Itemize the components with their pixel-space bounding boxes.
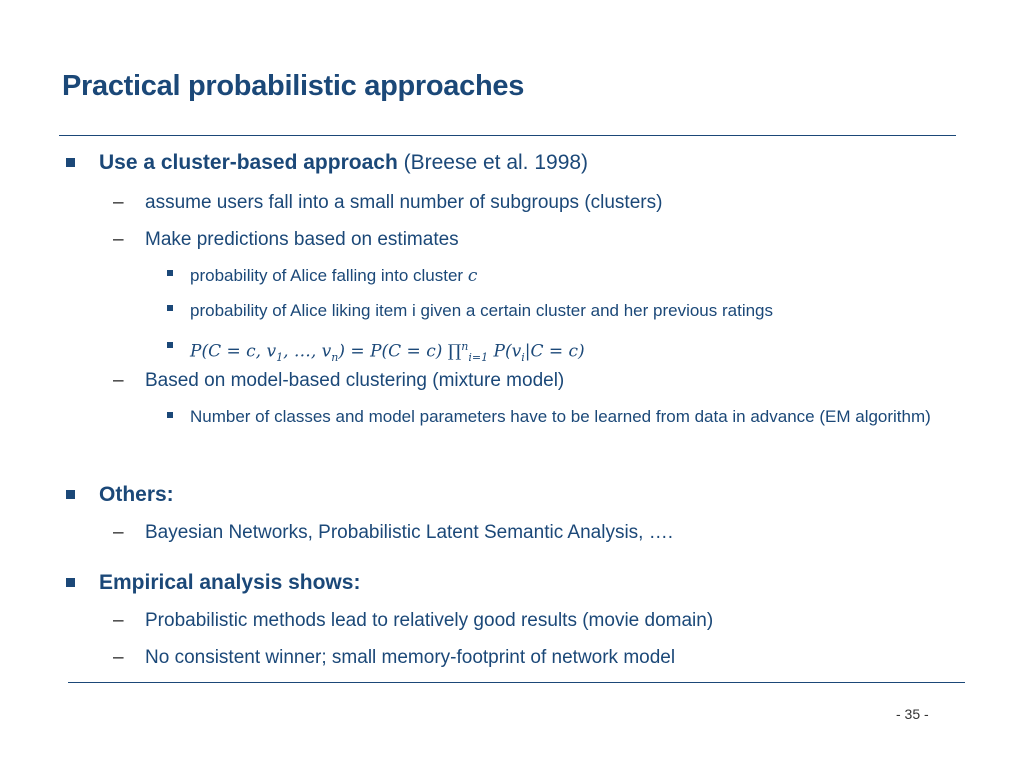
list-item: Bayesian Networks, Probabilistic Latent Semantic Analysis, …. bbox=[145, 522, 674, 543]
bullet-square-icon bbox=[66, 158, 75, 167]
list-subitem: Number of classes and model parameters have to be learned from data in advance (EM algorithm) bbox=[190, 407, 931, 426]
page-number: - 35 - bbox=[896, 706, 929, 722]
list-item: Based on model-based clustering (mixture model) bbox=[145, 370, 565, 391]
title-divider bbox=[59, 135, 956, 136]
bullet-square-icon bbox=[167, 342, 173, 348]
section-others-heading: Others: bbox=[99, 483, 174, 506]
footer-divider bbox=[68, 682, 965, 683]
list-subitem: probability of Alice falling into cluster c bbox=[190, 266, 478, 286]
slide-title: Practical probabilistic approaches bbox=[62, 70, 525, 102]
dash-bullet: – bbox=[113, 647, 124, 668]
dash-bullet: – bbox=[113, 610, 124, 631]
dash-bullet: – bbox=[113, 370, 124, 391]
dash-bullet: – bbox=[113, 192, 124, 213]
dash-bullet: – bbox=[113, 522, 124, 543]
section-cluster-heading bbox=[99, 151, 588, 175]
cluster-variable: c bbox=[467, 266, 478, 286]
bullet-square-icon bbox=[167, 305, 173, 311]
list-subitem: probability of Alice liking item i given a certain cluster and her previous ratings bbox=[190, 301, 774, 320]
bullet-square-icon bbox=[66, 578, 75, 587]
list-item: assume users fall into a small number of subgroups (clusters) bbox=[145, 192, 663, 213]
list-item: Probabilistic methods lead to relatively good results (movie domain) bbox=[145, 610, 714, 631]
bullet-square-icon bbox=[167, 412, 173, 418]
probability-formula: P(C = c, $v_1$, …, $v_n) = P(C = c)$ ∏$^n_{i=1}$ $P(v_i|C = c)$ bbox=[190, 340, 585, 365]
bullet-square-icon bbox=[66, 490, 75, 499]
section-empirical-heading: Empirical analysis shows: bbox=[99, 571, 361, 594]
section-heading-citation: (Breese et al. 1998) bbox=[397, 151, 589, 174]
list-item: No consistent winner; small memory-footprint of network model bbox=[145, 647, 676, 668]
section-heading-bold: Use a cluster-based approach bbox=[99, 151, 398, 174]
list-item: Make predictions based on estimates bbox=[145, 229, 459, 250]
dash-bullet: – bbox=[113, 229, 124, 250]
bullet-square-icon bbox=[167, 270, 173, 276]
